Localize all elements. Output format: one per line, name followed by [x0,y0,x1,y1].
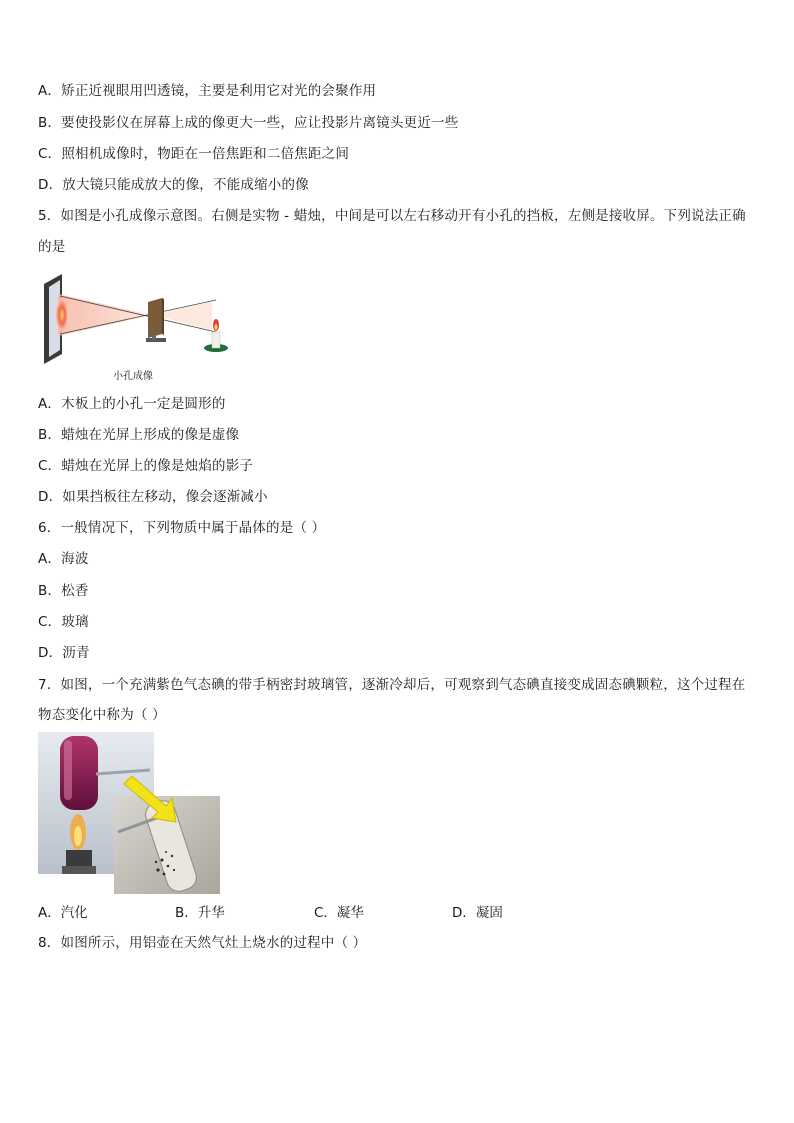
q5-stem-line2: 的是 [38,239,66,255]
q6-stem: 6．一般情况下，下列物质中属于晶体的是（ ） [38,520,326,536]
iodine-tube-figure [38,732,224,895]
q7-option-c: C．凝华 [314,905,364,921]
q5-option-d: D．如果挡板往左移动，像会逐渐减小 [38,489,268,505]
q7-option-a: A．汽化 [38,905,88,921]
q7-option-b: B．升华 [175,905,225,921]
q4-option-b: B．要使投影仪在屏幕上成的像更大一些，应让投影片离镜头更近一些 [38,115,459,131]
q5-stem-line1: 5．如图是小孔成像示意图。右侧是实物 - 蜡烛，中间是可以左右移动开有小孔的挡板，左侧是接收屏。下列说法正确 [38,208,746,224]
q5-option-c: C．蜡烛在光屏上的像是烛焰的影子 [38,458,254,474]
q7-stem-line1: 7．如图，一个充满紫色气态碘的带手柄密封玻璃管，逐渐冷却后，可观察到气态碘直接变成固态碘颗粒，这个过程在 [38,677,746,693]
q6-option-d: D．沥青 [38,645,90,661]
pinhole-camera-figure [40,272,250,364]
q5-option-b: B．蜡烛在光屏上形成的像是虚像 [38,427,240,443]
q7-options-row [38,904,638,922]
q8-stem: 8．如图所示，用铝壶在天然气灶上烧水的过程中（ ） [38,935,367,951]
q6-option-a: A．海波 [38,551,89,567]
q6-option-c: C．玻璃 [38,614,89,630]
q5-option-a: A．木板上的小孔一定是圆形的 [38,396,226,412]
q7-option-d: D．凝固 [452,905,503,921]
figure-caption: 小孔成像 [113,371,153,382]
q4-option-d: D．放大镜只能成放大的像，不能成缩小的像 [38,177,309,193]
q4-option-a: A．矫正近视眼用凹透镜，主要是利用它对光的会聚作用 [38,83,377,99]
q4-option-c: C．照相机成像时，物距在一倍焦距和二倍焦距之间 [38,146,350,162]
q6-option-b: B．松香 [38,583,89,599]
q7-stem-line2: 物态变化中称为（ ） [38,707,166,723]
